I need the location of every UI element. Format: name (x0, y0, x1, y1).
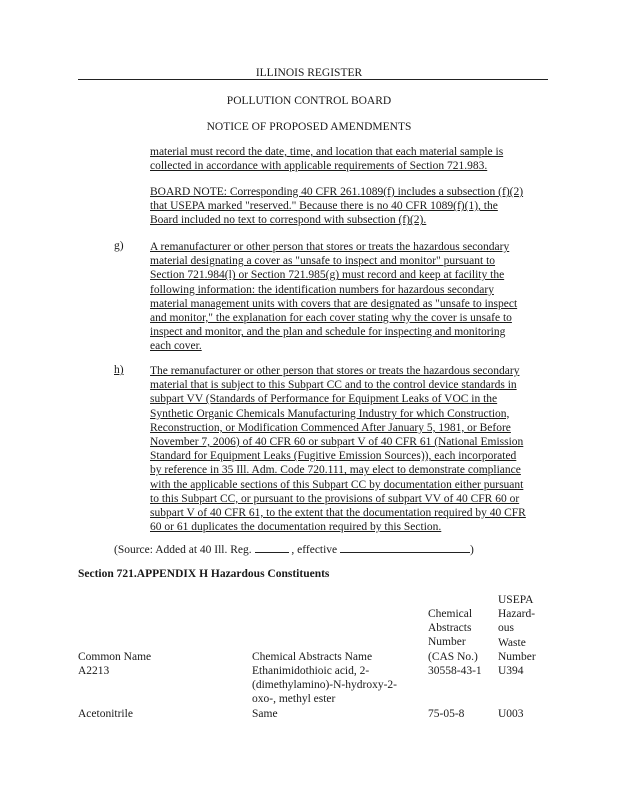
cell: 75-05-8 (428, 708, 465, 720)
cell-line: Same (252, 708, 278, 720)
section-title: Section 721.APPENDIX H Hazardous Constituents (78, 568, 330, 580)
item-h-line: subpart V of 40 CFR 61, to the extent that the documentation required by 40 CFR (150, 507, 526, 520)
volume-blank (255, 542, 289, 553)
board-note-line: BOARD NOTE: Corresponding 40 CFR 261.1089(f) includes a subsection (f)(2) (150, 186, 524, 198)
header-cas-name (252, 650, 372, 664)
source-effective: , effective (291, 544, 341, 556)
header-line: (CAS No.) (428, 650, 478, 663)
table-row-waste (498, 707, 524, 721)
header-rule (78, 79, 548, 80)
table-row-cas-no (428, 664, 482, 678)
register-title: ILLINOIS REGISTER (255, 67, 363, 79)
item-g-line: and monitor," the explanation for each cover stating why the cover is unsafe to (150, 312, 512, 325)
cell: A2213 (78, 665, 110, 677)
table-row-common (78, 707, 133, 721)
cell: Acetonitrile (78, 708, 133, 720)
board-note-line: that USEPA marked "reserved." Because there is no 40 CFR 1089(f)(1), the (150, 200, 498, 213)
board-title: POLLUTION CONTROL BOARD (226, 95, 392, 107)
effective-date-blank (340, 542, 470, 553)
item-g-line: material management units with covers that are designated as "unsafe to inspect (150, 297, 518, 310)
cell-line: (dimethylamino)-N-hydroxy-2- (252, 679, 397, 692)
table-row-cas-no (428, 707, 464, 721)
header-cas-number (428, 607, 478, 664)
cell-line: Ethanimidothioic acid, 2- (252, 665, 370, 677)
item-g-line: inspect and monitor, and the plan and schedule for inspecting and monitoring (150, 326, 506, 339)
item-h-line: The remanufacturer or other person that stores or treats the hazardous secondary (150, 365, 520, 377)
header-line: Abstracts (428, 622, 472, 635)
intro-paragraph (150, 145, 503, 173)
item-h-line: subpart VV (Standards of Performance for Equipment Leaks of VOC in the (150, 393, 498, 406)
item-g-line: A remanufacturer or other person that stores or treats the hazardous secondary (150, 241, 510, 253)
source-prefix: (Source: Added at 40 Ill. Reg. (114, 544, 255, 556)
table-row-common (78, 664, 109, 678)
intro-line: material must record the date, time, and location that each material sample is (150, 146, 504, 158)
item-g-line: each cover. (150, 340, 202, 353)
item-g-line: material designating a cover as "unsafe to inspect and monitor" pursuant to (150, 255, 496, 268)
header-line: Common Name (78, 651, 152, 663)
header-line: ous (498, 622, 514, 635)
item-h-line: November 7, 2006) of 40 CFR 60 or subpart V of 40 CFR 61 (National Emission (150, 436, 524, 449)
cell: U003 (498, 708, 524, 720)
table-row-waste (498, 664, 524, 678)
header-line: Chemical Abstracts Name (252, 651, 373, 663)
item-h-line: material that is subject to this Subpart CC and to the control device standards in (150, 379, 517, 392)
item-h-line: to this Subpart CC, or pursuant to the provisions of subpart VV of 40 CFR 60 or (150, 492, 520, 505)
table-row-cas-name (252, 707, 278, 721)
item-g-line: following information: the identification numbers for hazardous secondary (150, 283, 494, 296)
header-line: Waste (498, 636, 526, 649)
source-line (114, 542, 474, 556)
item-h-line: 60 or 61 duplicates the documentation required by this Section. (150, 521, 442, 534)
item-g-paragraph (150, 240, 517, 354)
board-note-line: Board included no text to correspond with subsection (f)(2). (150, 214, 427, 227)
item-h-line: Standard for Equipment Leaks (Fugitive Emission Sources)), each incorporated (150, 450, 517, 463)
header-line: Number (428, 636, 466, 649)
header-line: Hazard- (498, 608, 536, 621)
item-h-line: with the applicable sections of this Subpart CC by documentation either pursuant (150, 478, 524, 491)
cell-line: oxo-, methyl ester (252, 693, 336, 706)
cell: 30558-43-1 (428, 665, 482, 677)
item-g-line: Section 721.984(l) or Section 721.985(g) must record and keep at facility the (150, 269, 505, 282)
table-row-cas-name (252, 664, 397, 707)
header-line: Number (498, 650, 536, 663)
notice-title: NOTICE OF PROPOSED AMENDMENTS (206, 121, 412, 133)
header-common-name (78, 650, 151, 664)
source-suffix: ) (470, 544, 474, 556)
intro-line: collected in accordance with applicable requirements of Section 721.983. (150, 160, 488, 173)
cell: U394 (498, 665, 524, 677)
board-note (150, 185, 523, 228)
header-waste-number (498, 593, 536, 664)
header-line: Chemical (428, 608, 473, 620)
item-h-label: h) (114, 364, 124, 376)
item-h-line: Reconstruction, or Modification Commenced After January 5, 1981, or Before (150, 421, 511, 434)
item-g-label: g) (114, 240, 124, 252)
item-h-line: Synthetic Organic Chemicals Manufacturing Industry for which Construction, (150, 407, 510, 420)
item-h-paragraph (150, 364, 526, 534)
header-line: USEPA (498, 594, 534, 606)
item-h-line: by reference in 35 Ill. Adm. Code 720.111, may elect to demonstrate compliance (150, 464, 521, 477)
